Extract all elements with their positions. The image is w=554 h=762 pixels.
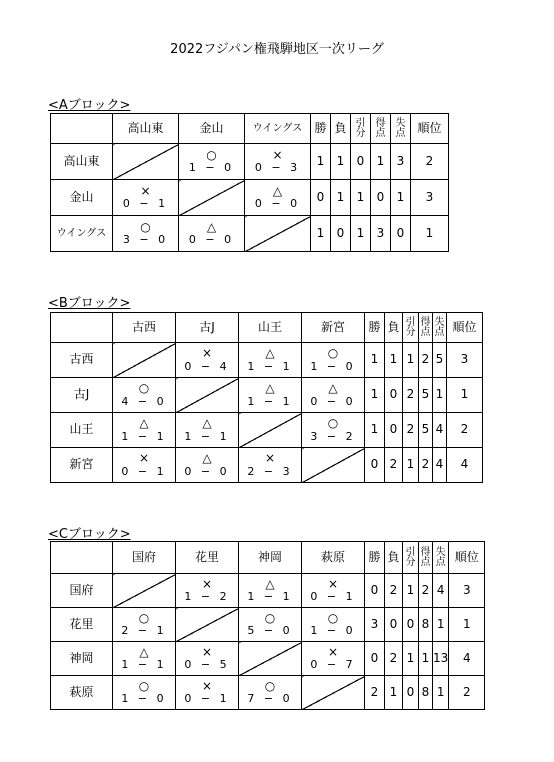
match-result-cell [176,676,239,710]
stat-value: 1 [331,180,351,216]
table-row [51,180,449,216]
result-mark: × [327,576,339,591]
stat-value: 1 [385,676,403,710]
result-mark: ○ [327,416,339,431]
match-score: 7 − 0 [247,692,293,706]
team-name: 山王 [51,413,113,448]
match-score: 0 − 5 [184,658,230,672]
self-match-cell [176,608,239,642]
stat-value: 2 [449,676,485,710]
match-result-cell [245,180,311,216]
match-score: 1 − 0 [188,161,235,175]
stat-value: 1 [365,378,385,413]
corner-cell [51,542,113,574]
stat-value: 2 [419,574,433,608]
match-score: 0 − 3 [254,161,301,175]
block-label: <Aブロック> [48,98,131,113]
result-mark: △ [265,381,275,396]
match-score: 1 − 1 [121,658,167,672]
block-label: <Bブロック> [48,296,131,311]
team-name: ウイングス [51,216,113,252]
result-mark: × [201,346,213,361]
stat-value: 0 [403,676,419,710]
table-row [51,216,449,252]
stat-value: 8 [419,676,433,710]
stat-value: 0 [391,216,411,252]
result-mark: ○ [327,610,339,625]
stat-value: 0 [371,180,391,216]
stat-value: 0 [403,608,419,642]
header-row [51,313,483,343]
stat-header: 勝 [311,114,331,144]
match-result-cell [239,574,302,608]
match-score: 5 − 0 [247,624,293,638]
match-result-cell [176,642,239,676]
stat-header: 得点 [419,313,433,343]
stat-value: 2 [365,676,385,710]
stat-value: 1 [331,144,351,180]
stat-value: 3 [371,216,391,252]
match-score: 0 − 1 [184,692,230,706]
match-score: 1 − 0 [121,692,167,706]
result-mark: × [201,576,213,591]
match-result-cell [113,642,176,676]
stat-value: 0 [385,413,403,448]
stat-value: 4 [433,448,447,483]
self-match-cell [176,378,239,413]
stat-header: 引分 [403,542,419,574]
opponent-header: 金山 [179,114,245,144]
self-match-cell [302,676,365,710]
stat-header: 失点 [433,313,447,343]
match-score: 3 − 0 [122,233,169,247]
result-mark: × [201,678,213,693]
match-result-cell [239,608,302,642]
self-match-cell [245,216,311,252]
header-row [51,542,485,574]
match-result-cell [113,608,176,642]
stat-value: 5 [419,378,433,413]
stat-value: 1 [411,216,449,252]
match-result-cell [302,574,365,608]
match-result-cell [239,378,302,413]
stat-header: 負 [331,114,351,144]
stat-value: 1 [311,216,331,252]
stat-value: 4 [449,642,485,676]
stat-header: 得点 [419,542,433,574]
stat-header: 順位 [447,313,483,343]
team-name: 古J [51,378,113,413]
opponent-header: 萩原 [302,542,365,574]
result-mark: × [140,183,151,198]
match-result-cell [113,216,179,252]
stat-value: 3 [391,144,411,180]
match-result-cell [245,144,311,180]
opponent-header: 山王 [239,313,302,343]
match-result-cell [179,216,245,252]
stat-value: 0 [385,608,403,642]
stat-value: 1 [403,343,419,378]
match-result-cell [113,448,176,483]
match-score: 1 − 0 [310,359,356,373]
stat-value: 3 [411,180,449,216]
stat-value: 3 [365,608,385,642]
result-mark: △ [202,451,212,466]
self-match-cell [239,642,302,676]
league-table [50,312,483,483]
self-match-cell [113,144,179,180]
stat-value: 2 [419,343,433,378]
match-result-cell [176,448,239,483]
match-result-cell [302,343,365,378]
team-name: 神岡 [51,642,113,676]
team-name: 国府 [51,574,113,608]
corner-cell [51,313,113,343]
table-row [51,608,485,642]
match-result-cell [176,343,239,378]
stat-value: 4 [433,574,449,608]
stat-header: 負 [385,313,403,343]
team-name: 金山 [51,180,113,216]
match-result-cell [176,574,239,608]
match-result-cell [113,378,176,413]
match-score: 0 − 1 [121,464,167,478]
match-score: 1 − 1 [247,359,293,373]
stat-value: 2 [385,574,403,608]
stat-header: 引分 [351,114,371,144]
match-score: 0 − 0 [184,464,230,478]
match-result-cell [302,378,365,413]
header-row [51,114,449,144]
stat-value: 0 [311,180,331,216]
match-result-cell [239,676,302,710]
opponent-header: 古西 [113,313,176,343]
stat-value: 0 [365,574,385,608]
stat-value: 5 [433,343,447,378]
stat-value: 1 [365,343,385,378]
result-mark: × [327,644,339,659]
match-score: 4 − 0 [121,394,167,408]
stat-value: 0 [365,448,385,483]
stat-value: 1 [403,448,419,483]
opponent-header: 花里 [176,542,239,574]
stat-header: 失点 [433,542,449,574]
opponent-header: 新宮 [302,313,365,343]
match-score: 1 − 1 [121,429,167,443]
result-mark: △ [206,219,217,234]
result-mark: ○ [264,610,276,625]
stat-value: 4 [447,448,483,483]
result-mark: △ [265,576,275,591]
table-row [51,343,483,378]
stat-header: 引分 [403,313,419,343]
match-result-cell [302,608,365,642]
match-result-cell [179,144,245,180]
table-row [51,144,449,180]
match-score: 0 − 0 [188,233,235,247]
result-mark: ○ [206,147,217,162]
team-name: 古西 [51,343,113,378]
table-row [51,574,485,608]
stat-value: 0 [365,642,385,676]
self-match-cell [113,343,176,378]
league-table [50,113,449,252]
table-row [51,676,485,710]
opponent-header: 高山東 [113,114,179,144]
match-score: 2 − 1 [121,624,167,638]
match-result-cell [239,343,302,378]
result-mark: × [201,644,213,659]
result-mark: ○ [138,610,150,625]
stat-value: 1 [433,378,447,413]
match-score: 1 − 1 [247,394,293,408]
self-match-cell [113,574,176,608]
match-score: 0 − 0 [310,394,356,408]
table-row [51,448,483,483]
stat-value: 1 [447,378,483,413]
match-result-cell [176,413,239,448]
stat-value: 2 [403,378,419,413]
match-score: 1 − 1 [184,429,230,443]
stat-value: 1 [371,144,391,180]
stat-value: 1 [351,216,371,252]
match-result-cell [113,413,176,448]
stat-value: 1 [403,574,419,608]
result-mark: ○ [140,219,151,234]
stat-value: 8 [419,608,433,642]
match-score: 0 − 7 [310,658,356,672]
team-name: 萩原 [51,676,113,710]
self-match-cell [239,413,302,448]
stat-value: 2 [419,448,433,483]
match-score: 1 − 0 [310,624,356,638]
stat-value: 2 [385,642,403,676]
result-mark: △ [265,346,275,361]
stat-value: 4 [433,413,447,448]
result-mark: × [272,147,283,162]
opponent-header: 古J [176,313,239,343]
result-mark: △ [328,381,338,396]
stat-value: 1 [365,413,385,448]
stat-header: 順位 [411,114,449,144]
stat-value: 1 [311,144,331,180]
stat-header: 得点 [371,114,391,144]
stat-value: 3 [449,574,485,608]
stat-header: 失点 [391,114,411,144]
result-mark: △ [272,183,283,198]
result-mark: ○ [327,346,339,361]
result-mark: ○ [138,381,150,396]
match-score: 1 − 2 [184,590,230,604]
stat-value: 13 [433,642,449,676]
stat-value: 1 [385,343,403,378]
table-row [51,642,485,676]
match-score: 2 − 3 [247,464,293,478]
match-score: 0 − 1 [122,197,169,211]
result-mark: △ [202,416,212,431]
match-score: 1 − 1 [247,590,293,604]
stat-value: 1 [403,642,419,676]
stat-value: 1 [419,642,433,676]
match-result-cell [302,413,365,448]
self-match-cell [179,180,245,216]
stat-header: 順位 [449,542,485,574]
opponent-header: 国府 [113,542,176,574]
match-result-cell [113,180,179,216]
page-title: 2022フジパン権飛騨地区一次リーグ [170,42,384,57]
result-mark: ○ [264,678,276,693]
self-match-cell [302,448,365,483]
stat-value: 0 [331,216,351,252]
stat-value: 1 [449,608,485,642]
stat-header: 負 [385,542,403,574]
stat-value: 2 [447,413,483,448]
block-label: <Cブロック> [48,527,131,542]
stat-value: 3 [447,343,483,378]
stat-value: 1 [391,180,411,216]
team-name: 花里 [51,608,113,642]
league-table [50,541,485,710]
table-row [51,413,483,448]
stat-value: 2 [403,413,419,448]
stat-value: 1 [433,676,449,710]
result-mark: ○ [138,678,150,693]
corner-cell [51,114,113,144]
match-score: 3 − 2 [310,429,356,443]
opponent-header: ウイングス [245,114,311,144]
stat-value: 0 [385,378,403,413]
match-result-cell [113,676,176,710]
stat-value: 5 [419,413,433,448]
opponent-header: 神岡 [239,542,302,574]
stat-value: 2 [411,144,449,180]
stat-header: 勝 [365,542,385,574]
stat-value: 1 [351,180,371,216]
result-mark: × [138,451,150,466]
stat-value: 1 [433,608,449,642]
team-name: 新宮 [51,448,113,483]
result-mark: △ [139,416,149,431]
match-score: 0 − 4 [184,359,230,373]
match-result-cell [302,642,365,676]
table-row [51,378,483,413]
match-score: 0 − 0 [254,197,301,211]
team-name: 高山東 [51,144,113,180]
stat-value: 0 [351,144,371,180]
result-mark: △ [139,644,149,659]
stat-value: 2 [385,448,403,483]
match-result-cell [239,448,302,483]
match-score: 0 − 1 [310,590,356,604]
stat-header: 勝 [365,313,385,343]
result-mark: × [264,451,276,466]
